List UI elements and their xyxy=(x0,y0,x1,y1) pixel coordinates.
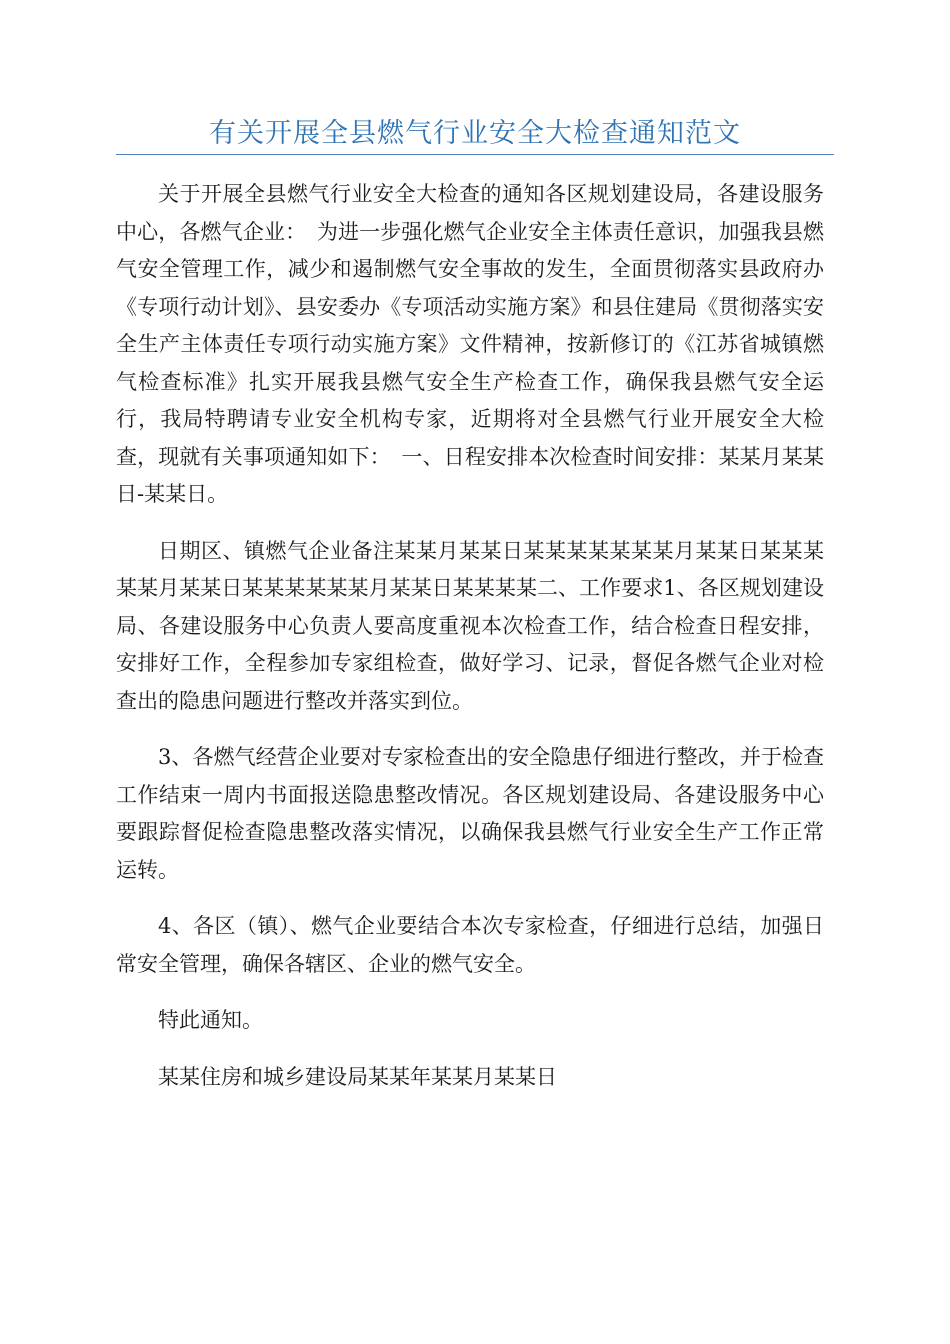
paragraph-schedule-requirements: 日期区、镇燃气企业备注某某月某某日某某某某某某某月某某日某某某某某月某某日某某某某某某月某某日某某某某二、工作要求1、各区规划建设局、各建设服务中心负责人要高度重视本次检查工作，结合检查日程安排，安排好工作，全程参加专家组检查，做好学习、记录，督促各燃气企业对检查出的隐患问题进行整改并落实到位。 xyxy=(116,538,824,713)
paragraph-closing: 特此通知。 xyxy=(158,1008,263,1032)
paragraph-requirement-4: 4、各区（镇）、燃气企业要结合本次专家检查，仔细进行总结，加强日常安全管理，确保各辖区、企业的燃气安全。 xyxy=(116,914,824,976)
title-underline xyxy=(116,154,834,155)
paragraph-signature: 某某住房和城乡建设局某某年某某月某某日 xyxy=(158,1064,557,1089)
paragraph-intro: 关于开展全县燃气行业安全大检查的通知各区规划建设局，各建设服务中心，各燃气企业： 为进一步强化燃气企业安全主体责任意识，加强我县燃气安全管理工作，减少和遏制燃气安全事故的发生，全面贯彻落实县政府办《专项行动计划》、县安委办《专项活动实施方案》和县住建局《贯彻落实安全生产主体责任专项行动实施方案》文件精神，按新修订的《江苏省城镇燃气检查标准》扎实开展我县燃气安全生产检查工作，确保我县燃气安全运行，我局特聘请专业安全机构专家，近期将对全县燃气行业开展安全大检查，现就有关事项通知如下： 一、日程安排本次检查时间安排：某某月某某日-某某日。 xyxy=(116,182,824,506)
document-body xyxy=(116,176,824,1115)
paragraph-requirement-3: 3、各燃气经营企业要对专家检查出的安全隐患仔细进行整改，并于检查工作结束一周内书面报送隐患整改情况。各区规划建设局、各建设服务中心要跟踪督促检查隐患整改落实情况，以确保我县燃气行业安全生产工作正常运转。 xyxy=(116,745,824,882)
document-title: 有关开展全县燃气行业安全大检查通知范文 xyxy=(209,118,741,149)
